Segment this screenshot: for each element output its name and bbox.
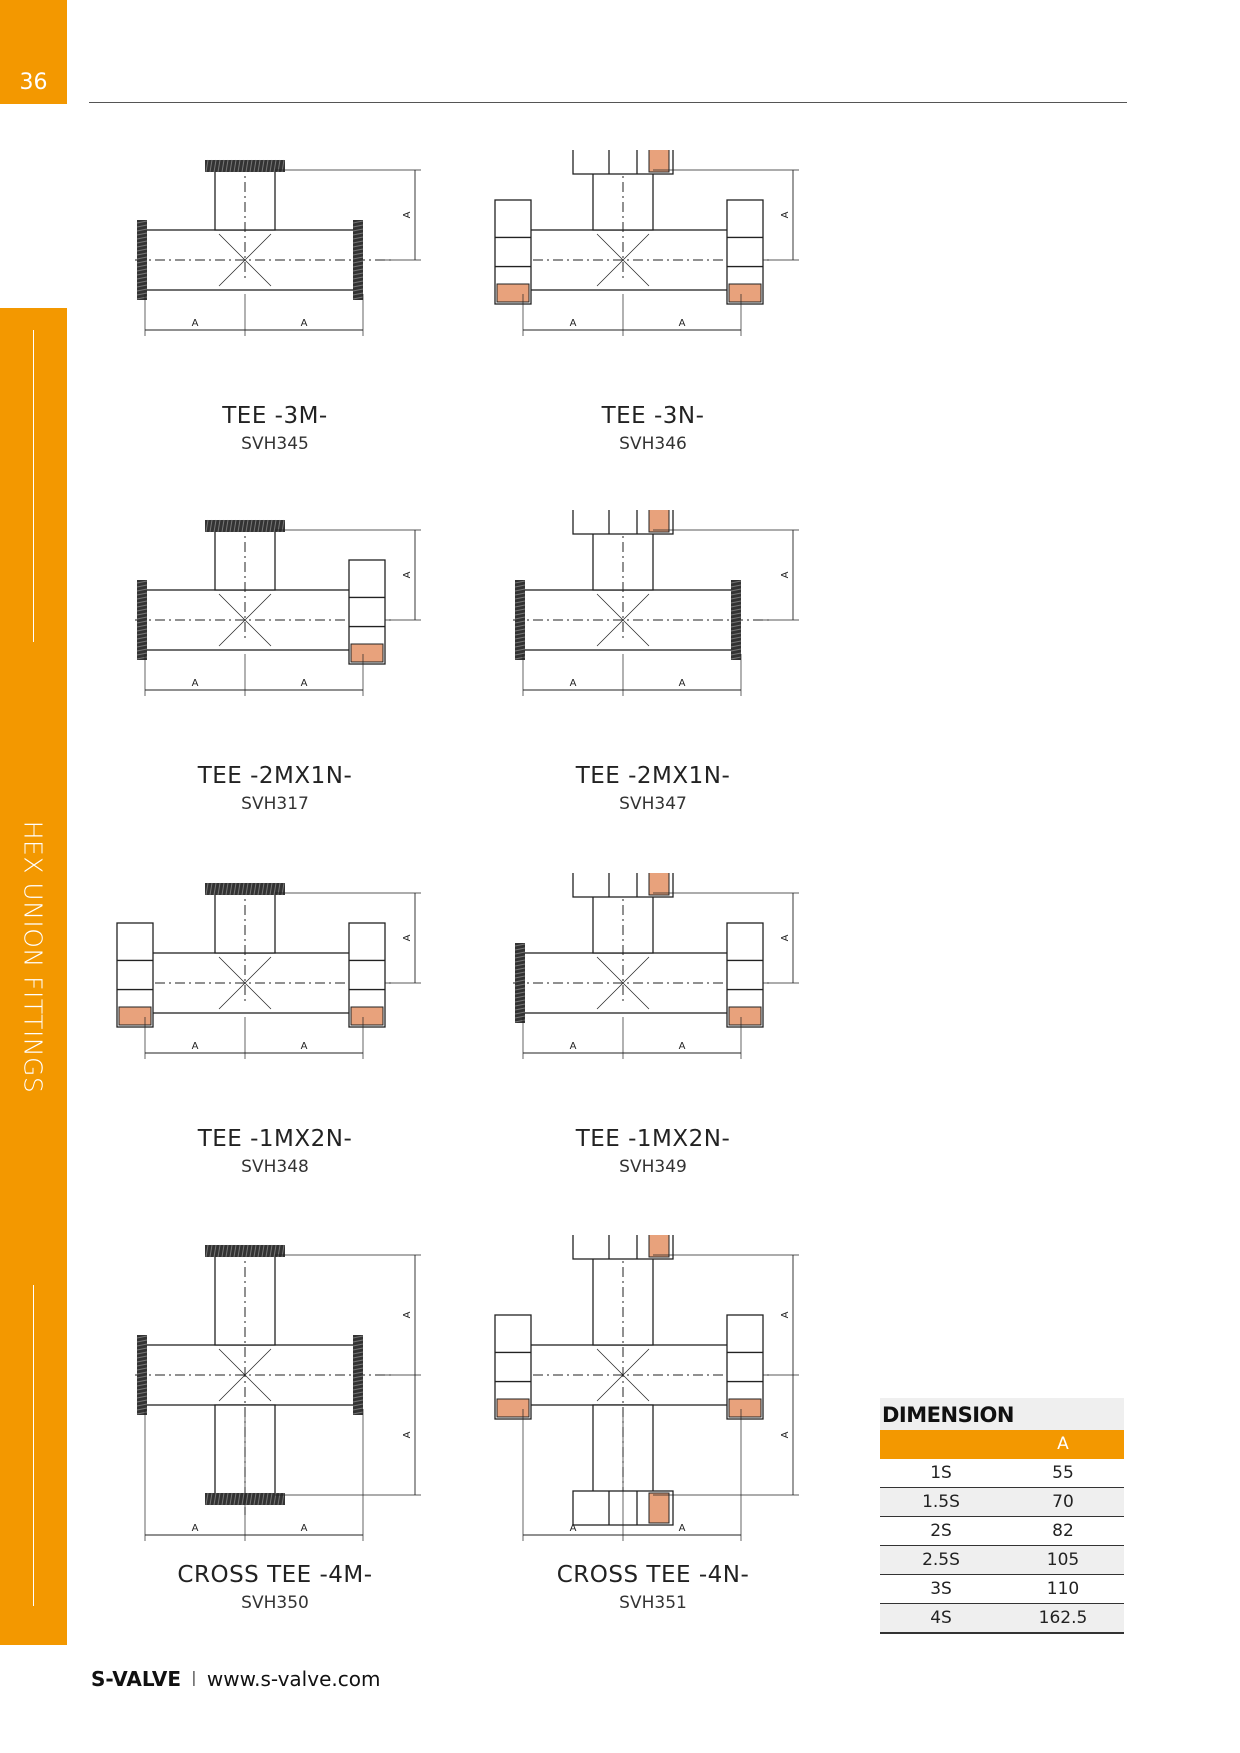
thread-band <box>205 160 285 172</box>
dimension-label: A <box>402 1431 413 1439</box>
thread-band <box>205 883 285 895</box>
dimension-label: A <box>678 1523 686 1534</box>
dimension-label: A <box>402 934 413 942</box>
fitting-svh349 <box>493 873 853 1203</box>
footer-separator: I <box>190 1667 197 1691</box>
fitting-drawing <box>493 150 853 420</box>
copper-ferrule <box>729 1007 761 1025</box>
fitting-code: SVH351 <box>619 1593 687 1613</box>
fitting-name: TEE -2MX1N- <box>575 763 731 789</box>
copper-ferrule <box>351 1007 383 1025</box>
thread-band <box>205 520 285 532</box>
copper-ferrule <box>729 1399 761 1417</box>
dimension-title: DIMENSION <box>880 1398 1124 1430</box>
copper-ferrule <box>497 1399 529 1417</box>
header-rule <box>89 102 1127 103</box>
fitting-name: CROSS TEE -4M- <box>177 1562 373 1588</box>
fitting-code: SVH346 <box>619 434 687 454</box>
copper-ferrule <box>649 510 669 532</box>
dimension-label: A <box>191 1523 199 1534</box>
dimension-size: 3S <box>930 1579 952 1599</box>
fitting-drawing <box>493 873 853 1143</box>
dimension-value: 82 <box>1052 1521 1074 1541</box>
dimension-header-size <box>880 1430 1002 1459</box>
dimension-size: 1.5S <box>922 1492 960 1512</box>
thread-band <box>731 580 741 660</box>
dimension-size: 4S <box>930 1608 952 1628</box>
dimension-header-row <box>880 1430 1124 1459</box>
thread-band <box>137 1335 147 1415</box>
dimension-value: 105 <box>1046 1550 1080 1570</box>
dimension-row <box>880 1604 1124 1634</box>
copper-ferrule <box>649 1235 669 1257</box>
fitting-code: SVH348 <box>241 1157 309 1177</box>
fitting-name: TEE -2MX1N- <box>197 763 353 789</box>
dimension-header-a: A <box>1057 1434 1069 1454</box>
thread-band <box>137 580 147 660</box>
dimension-label: A <box>780 1311 791 1319</box>
copper-ferrule <box>729 284 761 302</box>
dimension-row <box>880 1459 1124 1488</box>
fitting-code: SVH350 <box>241 1593 309 1613</box>
fitting-svh348 <box>115 873 475 1203</box>
dimension-label: A <box>191 318 199 329</box>
dimension-value: 55 <box>1052 1463 1074 1483</box>
footer-url[interactable]: www.s-valve.com <box>206 1667 381 1691</box>
fitting-code: SVH349 <box>619 1157 687 1177</box>
copper-ferrule <box>649 150 669 172</box>
dimension-label: A <box>402 1311 413 1319</box>
dimension-label: A <box>678 318 686 329</box>
copper-ferrule <box>649 873 669 895</box>
dimension-label: A <box>569 678 577 689</box>
thread-band <box>353 220 363 300</box>
copper-ferrule <box>497 284 529 302</box>
fitting-name: CROSS TEE -4N- <box>556 1562 750 1588</box>
dimension-label: A <box>191 678 199 689</box>
branch-body <box>593 170 653 230</box>
side-band-line-top <box>33 330 34 642</box>
dimension-value: 162.5 <box>1038 1608 1088 1628</box>
dimension-label: A <box>402 211 413 219</box>
dimension-row <box>880 1546 1124 1575</box>
fitting-name: TEE -3M- <box>222 403 328 429</box>
dimension-row <box>880 1575 1124 1604</box>
thread-band <box>205 1245 285 1257</box>
footer <box>91 1667 380 1691</box>
fitting-svh345 <box>115 150 475 480</box>
fitting-code: SVH317 <box>241 794 309 814</box>
dimension-label: A <box>780 934 791 942</box>
thread-band <box>137 220 147 300</box>
copper-ferrule <box>119 1007 151 1025</box>
dimension-row <box>880 1517 1124 1546</box>
fitting-svh351 <box>493 1235 853 1613</box>
dimension-label: A <box>569 1523 577 1534</box>
branch-body <box>215 893 275 953</box>
dimension-label: A <box>402 571 413 579</box>
branch-body <box>215 530 275 590</box>
dimension-size: 2S <box>930 1521 952 1541</box>
thread-band <box>515 580 525 660</box>
dimension-label: A <box>780 211 791 219</box>
page-number: 36 <box>19 70 48 95</box>
fitting-svh346 <box>493 150 853 480</box>
dimension-label: A <box>300 1041 308 1052</box>
dimension-table <box>880 1398 1124 1634</box>
dimension-value: 110 <box>1046 1579 1080 1599</box>
fitting-name: TEE -1MX2N- <box>197 1126 353 1152</box>
dimension-label: A <box>300 318 308 329</box>
dimension-label: A <box>678 1041 686 1052</box>
fitting-code: SVH345 <box>241 434 309 454</box>
fitting-drawing <box>115 510 475 780</box>
dimension-label: A <box>678 678 686 689</box>
copper-ferrule <box>649 1493 669 1523</box>
fitting-name: TEE -1MX2N- <box>575 1126 731 1152</box>
dimension-size: 1S <box>930 1463 952 1483</box>
thread-band <box>353 1335 363 1415</box>
copper-ferrule <box>351 644 383 662</box>
fitting-drawing <box>493 510 853 780</box>
fitting-name: TEE -3N- <box>601 403 705 429</box>
dimension-row <box>880 1488 1124 1517</box>
fitting-drawing <box>115 1235 475 1585</box>
branch-body <box>215 170 275 230</box>
dimension-label: A <box>780 1431 791 1439</box>
branch-body <box>593 893 653 953</box>
dimension-label: A <box>569 1041 577 1052</box>
thread-band <box>515 943 525 1023</box>
section-title-vertical: HEX UNION FITTINGS <box>18 820 48 1094</box>
fitting-svh347 <box>493 510 853 840</box>
dimension-label: A <box>300 1523 308 1534</box>
dimension-size: 2.5S <box>922 1550 960 1570</box>
dimension-label: A <box>569 318 577 329</box>
branch-body <box>593 530 653 590</box>
dimension-label: A <box>191 1041 199 1052</box>
fitting-svh317 <box>115 510 475 840</box>
fitting-svh350 <box>115 1235 475 1613</box>
dimension-label: A <box>300 678 308 689</box>
fitting-drawing <box>115 150 475 420</box>
fitting-drawing <box>115 873 475 1143</box>
fitting-code: SVH347 <box>619 794 687 814</box>
fitting-drawing <box>493 1235 853 1585</box>
side-band-line-bottom <box>33 1285 34 1606</box>
dimension-value: 70 <box>1052 1492 1074 1512</box>
footer-brand: S-VALVE <box>91 1667 181 1691</box>
dimension-label: A <box>780 571 791 579</box>
